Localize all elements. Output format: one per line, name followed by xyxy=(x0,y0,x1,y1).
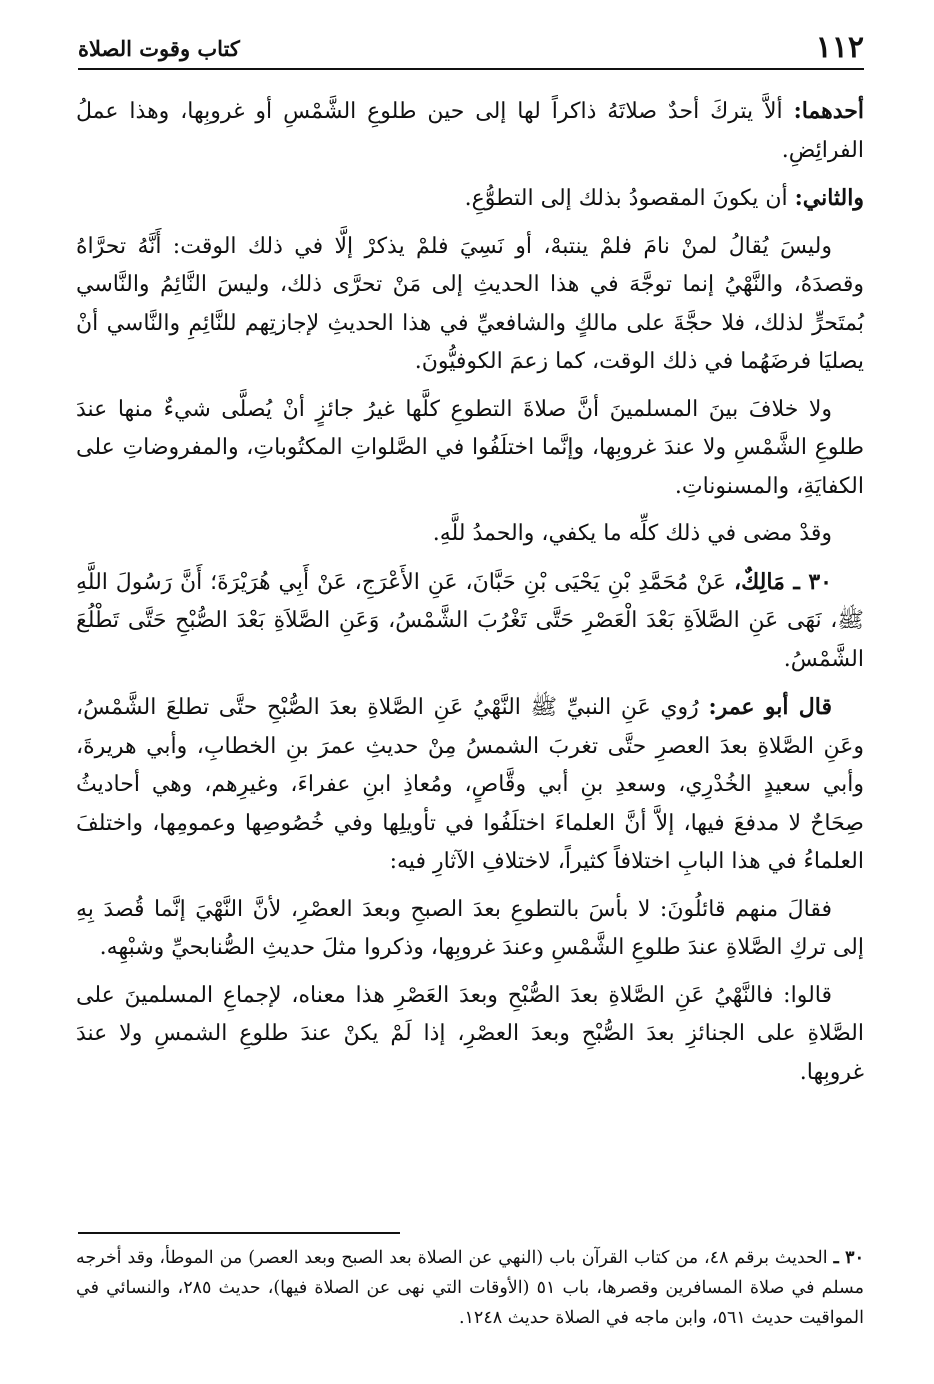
paragraph xyxy=(76,515,864,554)
paragraph-lead: أحدهما: xyxy=(793,98,864,124)
footnote-number: ٣٠ ـ xyxy=(833,1248,864,1268)
paragraph-text: قالوا: فالنَّهْيُ عَنِ الصَّلاةِ بعدَ الصُّبْحِ وبعدَ العَصْرِ هذا معناه، لإجماعِ المسلمينَ على الصَّلاةِ على الجنائزِ بعدَ الصُّبْحِ وبعدَ العصْرِ، إذا لَمْ يكنْ عندَ طلوعِ الشمسِ ولا عندَ غروبِها. xyxy=(76,982,864,1085)
paragraph-lead: والثاني: xyxy=(794,185,864,211)
paragraph xyxy=(76,977,864,1093)
hadith-text xyxy=(76,563,864,680)
footnote-text: الحديث برقم ٤٨، من كتاب القرآن باب (النهي عن الصلاة بعد الصبح وبعد العصر) من الموطأ، وقد أخرجه مسلم في صلاة المسافرين وقصرها، باب ٥١ (الأوقات التي نهى عن الصلاة فيها)، حديث ٢٨٥، والنسائي في المواقيت حديث ٥٦١، وابن ماجه في الصلاة حديث ١٢٤٨. xyxy=(76,1248,865,1328)
paragraph-text: أن يكونَ المقصودُ بذلك إلى التطوُّعِ. xyxy=(464,186,788,211)
footnotes xyxy=(76,1243,864,1333)
running-title: كتاب وقوت الصلاة xyxy=(78,36,240,61)
paragraph-text: وليسَ يُقالُ لمنْ نامَ فلمْ ينتبهْ، أو نَسِيَ فلمْ يذكرْ إلَّا في ذلك الوقت: أَنَّهُ تحرَّاهُ وقصدَهُ، والنَّهْيُ إنما توجَّهَ في هذا الحديثِ إلى مَنْ تحرَّى ذلك، وليسَ النَّائِمُ والنَّاسي بُمتَحرٍّ لذلك، فلا حجَّةَ على مالكٍ والشافعيِّ في هذا الحديثِ لإجازتِهم للنَّائِمِ والنَّاسي أنْ يصليَا فرضَهُما في ذلك الوقت، كما زعمَ الكوفيُّونَ. xyxy=(76,233,864,374)
main-text xyxy=(76,92,864,1101)
paragraph-text: ألاَّ يتركَ أحدٌ صلاتَهُ ذاكراً لها إلى حين طلوعِ الشَّمْسِ أو غروبِها، وهذا عملُ الفرائِضِ. xyxy=(76,99,864,163)
hadith-body: عَنْ مُحَمَّدِ بْنِ يَحْيَى بْنِ حَبَّانَ، عَنِ الأَعْرَجِ، عَنْ أَبِي هُرَيْرَةَ؛ أَنَّ رَسُولَ اللَّهِ ﷺ، نَهَى عَنِ الصَّلاَةِ بَعْدَ الْعَصْرِ حَتَّى تَغْرُبَ الشَّمْسُ، وَعَنِ الصَّلاَةِ بَعْدَ الصُّبْحِ حَتَّى تَطْلُعَ الشَّمْسُ. xyxy=(76,569,864,672)
paragraph-first-meaning xyxy=(76,92,864,170)
paragraph-text: ولا خلافَ بينَ المسلمينَ أنَّ صلاةَ التطوعِ كلَّها غيرُ جائزٍ أنْ يُصلَّى شيءٌ منها عندَ طلوعِ الشَّمْسِ ولا عندَ غروبِها، وإنَّما اختلَفُوا في الصَّلواتِ المكتُوباتِ، والمفروضاتِ على الكفايَةِ، والمسنوناتِ. xyxy=(76,396,864,499)
page-number: ١١٢ xyxy=(815,30,864,65)
hadith-lead: ٣٠ ـ مَالِكٌ، xyxy=(734,568,832,595)
paragraph xyxy=(76,891,864,968)
footnote-divider xyxy=(78,1232,400,1234)
paragraph-text: وقدْ مضى في ذلك كلِّه ما يكفي، والحمدُ للَّهِ. xyxy=(432,521,832,546)
paragraph-text: فقالَ منهم قائلُونَ: لا بأسَ بالتطوعِ بعدَ الصبحِ وبعدَ العصْرِ، لأنَّ النَّهْيَ إنَّما قُصدَ بِهِ إلى تركِ الصَّلاةِ عندَ طلوعِ الشَّمْسِ وعندَ غروبِها، وذكروا مثلَ حديثِ الصُّنابحيِّ وشبْهِه. xyxy=(76,896,864,960)
paragraph-text: رُوي عَنِ النبيِّ ﷺ النَّهْيُ عَنِ الصَّلاةِ بعدَ الصُّبْحِ حتَّى تطلعَ الشَّمْسُ، وعَنِ الصَّلاةِ بعدَ العصرِ حتَّى تغربَ الشمسُ مِنْ حديثِ عمرَ بنِ الخطابِ، وأبي هريرةَ، وأبي سعيدٍ الخُدْرِي، وسعدِ بنِ أبي وقَّاصٍ، ومُعاذِ ابنِ عفراءَ، وغيرِهم، وهي أحاديثُ صِحَاحٌ لا مدفعَ فيها، إلاَّ أنَّ العلماءَ اختلَفُوا في تأويلِها وفي خُصُوصِها وعمومِها، واختلفَ العلماءُ في هذا البابِ اختلافاً كثيراً، لاختلافِ الآثارِ فيه: xyxy=(76,695,864,874)
commentary-paragraph xyxy=(76,688,864,882)
commentary-lead: قال أبو عمر: xyxy=(708,694,832,720)
paragraph xyxy=(76,391,864,507)
page-header xyxy=(78,30,864,70)
paragraph xyxy=(76,228,864,382)
paragraph-second-meaning xyxy=(76,179,864,219)
footnote xyxy=(76,1243,864,1333)
